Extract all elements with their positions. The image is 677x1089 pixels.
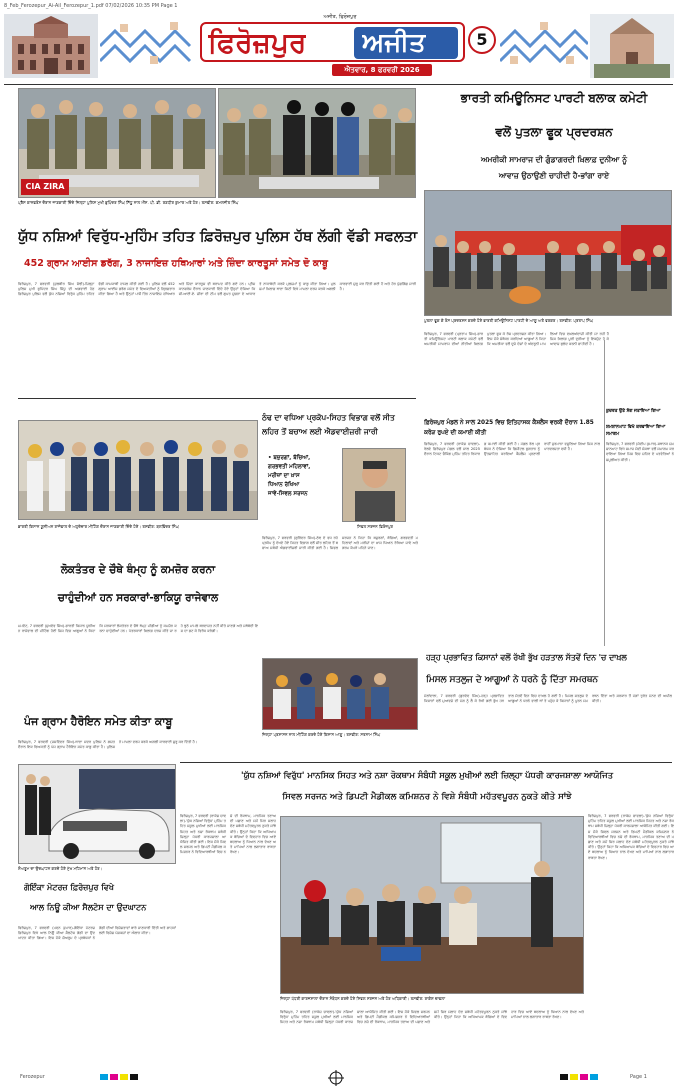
farmers-body: ਮੱਲਾਂਵਾਲਾ, 7 ਫਰਵਰੀ (ਗੁਰਦੇਵ ਸਿੰਘ)-ਹੜ੍ਹ ਪ੍ਰਭਾਵਿਤ ਕਿਸਾਨਾਂ ਵਲੋਂ ਮੁਆਵਜ਼ੇ ਦੀ ਮੰਗ ਨੂੰ ਲੈ ਕੇ ਰੱਖੀ ਗਈ ਭੁੱਖ ਹੜਤਾਲ ਸੱਤਵੇਂ ਦਿਨ ਵਿਚ ਦਾਖ਼ਲ ਹੋ ਗਈ ਹੈ। ਮਿਸਲ ਸਤਲੁਜ ਦੇ ਆਗੂਆਂ ਨੇ ਧਰਨੇ ਵਾਲੀ ਥਾਂ ਤੇ ਪਹੁੰਚ ਕੇ ਕਿਸਾਨਾਂ ਨੂੰ ਪੂਰਨ ਸਮਰਥਨ ਦਿੱਤਾ ਅਤੇ ਸਰਕਾਰ ਤੋਂ ਮੰਗਾਂ ਤੁਰੰਤ ਮੰਨਣ ਦੀ ਅਪੀਲ ਕੀਤੀ। bbox=[424, 694, 672, 704]
masthead-left-building-image bbox=[4, 14, 98, 78]
registration-mark-icon bbox=[328, 1070, 344, 1086]
workshop-body-left: ਫਿਰੋਜ਼ਪੁਰ, 7 ਫਰਵਰੀ (ਰਾਕੇਸ਼ ਚਾਵਲਾ)-'ਯੁੱਧ ਨਸ਼ਿਆਂ ਵਿਰੁੱਧ' ਮੁਹਿੰਮ ਤਹਿਤ ਸਕੂਲ ਮੁਖੀਆਂ ਲਈ ਮਾਨਸਿਕ ਸਿਹਤ ਅਤੇ ਨਸ਼ਾ ਰੋਕਥਾਮ ਸਬੰਧੀ ਜ਼ਿਲ੍ਹਾ ਪੱਧਰੀ ਕਾਰਜਸ਼ਾਲਾ ਆਯੋਜਿਤ ਕੀਤੀ ਗਈ। ਇਸ ਮੌਕੇ ਸਿਵਲ ਸਰਜਨ ਅਤੇ ਡਿਪਟੀ ਮੈਡੀਕਲ ਕਮਿਸ਼ਨਰ ਨੇ ਵਿਦਿਆਰਥੀਆਂ ਵਿਚ ਨਸ਼ੇ ਦੀ ਰੋਕਥਾਮ, ਮਾਨਸਿਕ ਤਣਾਅ ਦੀ ਪਛਾਣ ਅਤੇ ਸਮੇਂ ਸਿਰ ਸਲਾਹ ਦੇਣ ਸਬੰਧੀ ਮਹੱਤਵਪੂਰਨ ਨੁਕਤੇ ਸਾਂਝੇ ਕੀਤੇ। ਉਨ੍ਹਾਂ ਕਿਹਾ ਕਿ ਅਧਿਆਪਕ ਬੱਚਿਆਂ ਦੇ ਵਿਵਹਾਰ ਵਿਚ ਆਏ ਬਦਲਾਅ ਨੂੰ ਧਿਆਨ ਨਾਲ ਦੇਖਣ ਅਤੇ ਮਾਪਿਆਂ ਨਾਲ ਲਗਾਤਾਰ ਰਾਬਤਾ ਰੱਖਣ। bbox=[180, 814, 276, 855]
masthead bbox=[0, 12, 677, 82]
print-meta-line: 8_Feb_Ferozepur_Ai-Ail_Ferozepur_1.pdf 07/02/2026 10:35 PM Page 1 bbox=[4, 3, 178, 9]
farmers-headline-1: ਹੜ੍ਹ ਪ੍ਰਭਾਵਿਤ ਕਿਸਾਨਾਂ ਵਲੋਂ ਰੱਖੀ ਭੁੱਖ ਹੜਤਾਲ ਸੱਤਵੇਂ ਦਿਨ 'ਚ ਦਾਖ਼ਲ bbox=[426, 653, 627, 662]
farmers-headline-2: ਮਿਸਲ ਸਤਲੁਜ ਦੇ ਆਗੂਆਂ ਨੇ ਧਰਨੇ ਨੂੰ ਦਿੱਤਾ ਸਮਰਥਨ bbox=[426, 675, 598, 685]
showroom-headline-1: ਗੋਇੰਕਾ ਮੋਟਰਜ਼ ਫ਼ਿਰੋਜ਼ਪੁਰ ਵਿਖੇ bbox=[24, 883, 114, 892]
masthead-right-monument-image bbox=[590, 14, 674, 78]
masthead-date: ਐਤਵਾਰ, 8 ਫਰਵਰੀ 2026 bbox=[344, 66, 420, 74]
footer-left-text: Ferozepur bbox=[20, 1074, 45, 1080]
police-headline: ਯੁੱਧ ਨਸ਼ਿਆਂ ਵਿਰੁੱਧ-ਮੁਹਿੰਮ ਤਹਿਤ ਫ਼ਿਰੋਜ਼ਪੁਰ ਪੁਲਿਸ ਹੱਥ ਲੱਗੀ ਵੱਡੀ ਸਫਲਤਾ bbox=[18, 229, 418, 245]
police-body: ਫਿਰੋਜ਼ਪੁਰ, 7 ਫਰਵਰੀ (ਕੁਲਬੀਰ ਸਿੰਘ ਸੋਢੀ)-ਜ਼ਿਲ੍ਹਾ ਪੁਲਿਸ ਮੁਖੀ ਭੁਪਿੰਦਰ ਸਿੰਘ ਸਿੱਧੂ ਦੀ ਅਗਵਾਈ ਹੇਠ ਫ਼ਿਰੋਜ਼ਪੁਰ ਪੁਲਿਸ ਵਲੋਂ ਯੁੱਧ ਨਸ਼ਿਆਂ ਵਿਰੁੱਧ ਮੁਹਿੰਮ ਤਹਿਤ ਵੱਡੀ ਕਾਮਯਾਬੀ ਹਾਸਲ ਕੀਤੀ ਗਈ ਹੈ। ਪੁਲਿਸ ਵਲੋਂ 452 ਗ੍ਰਾਮ ਆਈਸ ਡਰੱਗ ਸਮੇਤ ਦੋ ਵਿਅਕਤੀਆਂ ਨੂੰ ਗ੍ਰਿਫ਼ਤਾਰ ਕੀਤਾ ਗਿਆ ਹੈ ਅਤੇ ਉਨ੍ਹਾਂ ਪਾਸੋਂ ਤਿੰਨ ਨਾਜਾਇਜ਼ ਹਥਿਆਰ ਅਤੇ ਜ਼ਿੰਦਾ ਕਾਰਤੂਸ ਵੀ ਬਰਾਮਦ ਕੀਤੇ ਗਏ ਹਨ। ਪ੍ਰੈਸ ਕਾਨਫਰੰਸ ਦੌਰਾਨ ਜਾਣਕਾਰੀ ਦਿੰਦੇ ਹੋਏ ਉਨ੍ਹਾਂ ਦੱਸਿਆ ਕਿ ਸੀ.ਆਈ.ਏ. ਜ਼ੀਰਾ ਦੀ ਟੀਮ ਵਲੋਂ ਗੁਪਤ ਸੂਚਨਾ ਦੇ ਆਧਾਰ ਤੇ ਨਾਕਾਬੰਦੀ ਕਰਕੇ ਮੁਲਜ਼ਮਾਂ ਨੂੰ ਕਾਬੂ ਕੀਤਾ ਗਿਆ। ਮੁਲਜ਼ਮਾਂ ਖ਼ਿਲਾਫ਼ ਥਾਣਾ ਸਿਟੀ ਵਿਖੇ ਮਾਮਲਾ ਦਰਜ ਕਰਕੇ ਅਗਲੀ ਕਾਰਵਾਈ ਸ਼ੁਰੂ ਕਰ ਦਿੱਤੀ ਗਈ ਹੈ ਅਤੇ ਹੋਰ ਪੁੱਛਗਿੱਛ ਜਾਰੀ ਹੈ। bbox=[18, 282, 416, 297]
showroom-headline-2: ਆਲ ਨਿਊ ਕੀਆ ਸੈਲਟੋਸ ਦਾ ਉਦਘਾਟਨ bbox=[30, 903, 147, 912]
bku-body: ਮਮਦੋਟ, 7 ਫਰਵਰੀ (ਸੁਖਦੇਵ ਸਿੰਘ)-ਭਾਰਤੀ ਕਿਸਾਨ ਯੂਨੀਅਨ ਰਾਜੇਵਾਲ ਦੀ ਮੀਟਿੰਗ ਹੋਈ ਜਿਸ ਵਿਚ ਆਗੂਆਂ ਨੇ ਕਿਹਾ ਕਿ ਸਰਕਾਰਾਂ ਲੋਕਤੰਤਰ ਦੇ ਚੌਥੇ ਥੰਮ੍ਹ ਮੀਡੀਆ ਨੂੰ ਕਮਜ਼ੋਰ ਕਰਨਾ ਚਾਹੁੰਦੀਆਂ ਹਨ। ਪੱਤਰਕਾਰਾਂ ਖ਼ਿਲਾਫ਼ ਦਰਜ ਕੀਤੇ ਜਾ ਰਹੇ ਝੂਠੇ ਮਾਮਲੇ ਬਰਦਾਸ਼ਤ ਨਹੀਂ ਕੀਤੇ ਜਾਣਗੇ ਅਤੇ ਜਥੇਬੰਦੀ ਇਸ ਦਾ ਡਟ ਕੇ ਵਿਰੋਧ ਕਰੇਗੀ। bbox=[18, 624, 258, 634]
workshop-top-rule bbox=[180, 762, 672, 763]
showroom-photo bbox=[18, 764, 176, 864]
bku-headline-1: ਲੋਕਤੰਤਰ ਦੇ ਚੌਥੇ ਥੰਮ੍ਹ ਨੂੰ ਕਮਜ਼ੋਰ ਕਰਨਾ bbox=[60, 564, 216, 576]
police-subheadline: 452 ਗ੍ਰਾਮ ਆਈਸ ਡਰੱਗ, 3 ਨਾਜਾਇਜ਼ ਹਥਿਆਰਾਂ ਅਤੇ ਜ਼ਿੰਦਾ ਕਾਰਤੂਸਾਂ ਸਮੇਤ ਦੋ ਕਾਬੂ bbox=[24, 258, 328, 269]
cia-label: CIA ZIRA bbox=[25, 182, 65, 191]
protest-headline-1: ਭਾਰਤੀ ਕਮਿਊਨਿਸਟ ਪਾਰਟੀ ਬਲਾਕ ਕਮੇਟੀ bbox=[460, 91, 648, 105]
protest-photo bbox=[424, 190, 672, 316]
bku-headline-2: ਚਾਹੁੰਦੀਆਂ ਹਨ ਸਰਕਾਰਾਂ-ਭਾਕਿਯੂ ਰਾਜੇਵਾਲ bbox=[57, 592, 219, 604]
workshop-headline-2: ਸਿਵਲ ਸਰਜਨ ਅਤੇ ਡਿਪਟੀ ਮੈਡੀਕਲ ਕਮਿਸ਼ਨਰ ਨੇ ਵਿਸ਼ੇ ਸੰਬੰਧੀ ਮਹੱਤਵਪੂਰਨ ਨੁਕਤੇ ਕੀਤੇ ਸਾਂਝੇ bbox=[282, 792, 572, 802]
heroin-headline: ਪੰਜ ਗ੍ਰਾਮ ਹੈਰੋਇਨ ਸਮੇਤ ਕੀਤਾ ਕਾਬੂ bbox=[24, 715, 173, 728]
bku-photo bbox=[18, 420, 258, 520]
masthead-title-left: ਫਿਰੋਜ਼ਪੁਰ bbox=[208, 26, 307, 59]
masthead-title-right: ਅਜੀਤ bbox=[362, 28, 426, 58]
farmers-photo-caption: ਜ਼ਿਲ੍ਹਾ ਪ੍ਰਸ਼ਾਸਨ ਨਾਲ ਮੀਟਿੰਗ ਕਰਦੇ ਹੋਏ ਕਿਸਾਨ ਆਗੂ। ਤਸਵੀਰ: ਸਤਨਾਮ ਸਿੰਘ bbox=[262, 732, 381, 737]
side-box-headline-1: ਕੁਦਰਤ ਉਤੇ ਸੋਗ ਜਤਾਇਆ ਗਿਆ bbox=[606, 409, 661, 414]
civil-surgeon-portrait bbox=[342, 448, 406, 522]
masthead-right-pattern bbox=[500, 16, 588, 76]
page-number: 5 bbox=[476, 30, 488, 49]
cold-bullet-1: • ਬਜ਼ੁਰਗਾਂ, ਬੱਚਿਆਂ, bbox=[268, 455, 311, 461]
bku-photo-caption: ਭਾਰਤੀ ਕਿਸਾਨ ਯੂਨੀਅਨ ਰਾਜੇਵਾਲ ਦੇ ਅਹੁਦੇਦਾਰ ਮੀਟਿੰਗ ਦੌਰਾਨ ਜਾਣਕਾਰੀ ਦਿੰਦੇ ਹੋਏ। ਤਸਵੀਰ: ਬਲਵਿੰਦਰ ਸਿੰਘ bbox=[18, 524, 179, 529]
cold-bullet-4: ਧਿਆਨ ਰੱਖਿਆ bbox=[268, 482, 300, 488]
workshop-photo bbox=[280, 816, 584, 994]
protest-caption: ਪੁਤਲਾ ਫੂਕ ਕੇ ਰੋਸ ਪ੍ਰਦਰਸ਼ਨ ਕਰਦੇ ਹੋਏ ਭਾਰਤੀ ਕਮਿਊਨਿਸਟ ਪਾਰਟੀ ਦੇ ਆਗੂ ਅਤੇ ਵਰਕਰ। ਤਸਵੀਰ: ਪ੍ਰਤਾਪ ਸਿੰਘ bbox=[424, 318, 593, 323]
cold-body: ਫਿਰੋਜ਼ਪੁਰ, 7 ਫਰਵਰੀ (ਗੁਰਿੰਦਰ ਸਿੰਘ)-ਠੰਢ ਦੇ ਵਧ ਰਹੇ ਪ੍ਰਕੋਪ ਨੂੰ ਦੇਖਦੇ ਹੋਏ ਸਿਹਤ ਵਿਭਾਗ ਵਲੋਂ ਸੀਤ ਲਹਿਰ ਤੋਂ ਬਚਾਅ ਸਬੰਧੀ ਐਡਵਾਈਜ਼ਰੀ ਜਾਰੀ ਕੀਤੀ ਗਈ ਹੈ। ਸਿਵਲ ਸਰਜਨ ਨੇ ਕਿਹਾ ਕਿ ਬਜ਼ੁਰਗਾਂ, ਬੱਚਿਆਂ, ਗਰਭਵਤੀ ਮਹਿਲਾਵਾਂ ਅਤੇ ਮਰੀਜ਼ਾਂ ਦਾ ਖ਼ਾਸ ਧਿਆਨ ਰੱਖਿਆ ਜਾਵੇ ਅਤੇ ਗਰਮ ਕੱਪੜੇ ਪਹਿਨੇ ਜਾਣ। bbox=[262, 536, 418, 551]
masthead-brand-top: ਅਜੀਤ, ਫਿਰੋਜ਼ਪੁਰ bbox=[323, 14, 357, 20]
police-photo-left bbox=[18, 88, 216, 198]
protest-body: ਫਿਰੋਜ਼ਪੁਰ, 7 ਫਰਵਰੀ (ਪ੍ਰਤਾਪ ਸਿੰਘ)-ਭਾਰਤੀ ਕਮਿਊਨਿਸਟ ਪਾਰਟੀ ਬਲਾਕ ਕਮੇਟੀ ਵਲੋਂ ਅਮਰੀਕੀ ਸਾਮਰਾਜ ਦੀਆਂ ਨੀਤੀਆਂ ਖ਼ਿਲਾਫ਼ ਪੁਤਲਾ ਫੂਕ ਕੇ ਰੋਸ ਪ੍ਰਦਰਸ਼ਨ ਕੀਤਾ ਗਿਆ। ਇਸ ਮੌਕੇ ਸੰਬੋਧਨ ਕਰਦਿਆਂ ਆਗੂਆਂ ਨੇ ਕਿਹਾ ਕਿ ਅਮਰੀਕਾ ਵਲੋਂ ਦੂਜੇ ਦੇਸ਼ਾਂ ਦੇ ਅੰਦਰੂਨੀ ਮਾਮਲਿਆਂ ਵਿਚ ਦਖ਼ਲਅੰਦਾਜ਼ੀ ਕੀਤੀ ਜਾ ਰਹੀ ਹੈ ਜਿਸ ਖ਼ਿਲਾਫ਼ ਪੂਰੀ ਦੁਨੀਆ ਨੂੰ ਇਕਜੁੱਟ ਹੋ ਕੇ ਆਵਾਜ਼ ਬੁਲੰਦ ਕਰਨੀ ਚਾਹੀਦੀ ਹੈ। bbox=[424, 332, 609, 347]
cold-headline-1: ਠੰਢ ਦਾ ਵਧਿਆ ਪ੍ਰਕੋਪ-ਸਿਹਤ ਵਿਭਾਗ ਵਲੋਂ ਸੀਤ bbox=[262, 413, 395, 422]
footer-right-text: Page 1 bbox=[630, 1074, 647, 1080]
protest-subheadline-2: ਆਵਾਜ਼ ਉਠਾਉਣੀ ਚਾਹੀਦੀ ਹੈ-ਭਾਂਗਾ ਰਾਏ bbox=[498, 171, 610, 180]
police-photo-right bbox=[218, 88, 416, 198]
railway-headline: ਫ਼ਿਰੋਜ਼ਪੁਰ ਮੰਡਲ ਨੇ ਸਾਲ 2025 ਵਿਚ ਇਤਿਹਾਸਕ ਕੈਸ਼ਲੈਸ ਵਰਕੀ ਦੌਰਾਨ 1.85 ਕਰੋੜ ਰੁਪਏ ਦੀ ਕਮਾਈ ਕੀਤੀ bbox=[424, 420, 594, 436]
workshop-headline-1: 'ਯੁੱਧ ਨਸ਼ਿਆਂ ਵਿਰੁੱਧ' ਮਾਨਸਿਕ ਸਿਹਤ ਅਤੇ ਨਸ਼ਾ ਰੋਕਥਾਮ ਸੰਬੰਧੀ ਸਕੂਲ ਮੁਖੀਆਂ ਲਈ ਜ਼ਿਲ੍ਹਾ ਪੱਧਰੀ ਕਾਰਜਸ਼ਾਲਾ ਆਯੋਜਿਤ bbox=[241, 770, 613, 780]
showroom-caption: ਸ਼ੋਅਰੂਮ ਦਾ ਉਦਘਾਟਨ ਕਰਦੇ ਹੋਏ ਮੁੱਖ ਮਹਿਮਾਨ ਅਤੇ ਹੋਰ। bbox=[18, 866, 103, 871]
cold-headline-2: ਲਹਿਰ ਤੋਂ ਬਚਾਅ ਲਈ ਐਡਵਾਈਜ਼ਰੀ ਜਾਰੀ bbox=[262, 427, 378, 436]
farmers-photo bbox=[262, 658, 418, 730]
police-bottom-rule bbox=[18, 398, 416, 399]
showroom-body: ਫਿਰੋਜ਼ਪੁਰ, 7 ਫਰਵਰੀ (ਪਵਨ ਕੁਮਾਰ)-ਗੋਇੰਕਾ ਮੋਟਰਜ਼ ਫ਼ਿਰੋਜ਼ਪੁਰ ਵਿਖੇ ਆਲ ਨਿਊ ਕੀਆ ਸੈਲਟੋਸ ਗੱਡੀ ਦਾ ਉਦਘਾਟਨ ਕੀਤਾ ਗਿਆ। ਇਸ ਮੌਕੇ ਸ਼ੋਅਰੂਮ ਦੇ ਪ੍ਰਬੰਧਕਾਂ ਨੇ ਗੱਡੀ ਦੀਆਂ ਵਿਸ਼ੇਸ਼ਤਾਵਾਂ ਬਾਰੇ ਜਾਣਕਾਰੀ ਦਿੱਤੀ ਅਤੇ ਗਾਹਕਾਂ ਲਈ ਵਿਸ਼ੇਸ਼ ਪੇਸ਼ਕਸ਼ਾਂ ਦਾ ਐਲਾਨ ਕੀਤਾ। bbox=[18, 926, 176, 941]
heroin-body: ਫਿਰੋਜ਼ਪੁਰ, 7 ਫਰਵਰੀ (ਜਸਵਿੰਦਰ ਸਿੰਘ)-ਥਾਣਾ ਸਦਰ ਪੁਲਿਸ ਨੇ ਗਸ਼ਤ ਦੌਰਾਨ ਇਕ ਵਿਅਕਤੀ ਨੂੰ ਪੰਜ ਗ੍ਰਾਮ ਹੈਰੋਇਨ ਸਮੇਤ ਕਾਬੂ ਕੀਤਾ ਹੈ। ਪੁਲਿਸ ਨੇ ਮਾਮਲਾ ਦਰਜ ਕਰਕੇ ਅਗਲੀ ਕਾਰਵਾਈ ਸ਼ੁਰੂ ਕਰ ਦਿੱਤੀ ਹੈ। bbox=[18, 740, 198, 750]
workshop-caption: ਜ਼ਿਲ੍ਹਾ ਪੱਧਰੀ ਕਾਰਜਸ਼ਾਲਾ ਦੌਰਾਨ ਸੰਬੋਧਨ ਕਰਦੇ ਹੋਏ ਸਿਵਲ ਸਰਜਨ ਅਤੇ ਹੋਰ ਅਧਿਕਾਰੀ। ਤਸਵੀਰ: ਰਾਕੇਸ਼ ਚਾਵਲਾ bbox=[280, 996, 446, 1001]
cold-bullet-2: ਗਰਭਵਤੀ ਮਹਿਲਾਵਾਂ, bbox=[268, 464, 311, 470]
protest-subheadline-1: ਅਮਰੀਕੀ ਸਾਮਰਾਜ ਦੀ ਗੁੰਡਾਗਰਦੀ ਖ਼ਿਲਾਫ਼ ਦੁਨੀਆ ਨੂੰ bbox=[481, 155, 627, 164]
masthead-left-pattern bbox=[100, 16, 195, 76]
footer-registration-left bbox=[100, 1072, 160, 1082]
masthead-title-box bbox=[200, 22, 465, 62]
cold-bullets bbox=[268, 454, 340, 499]
workshop-body-bottom: ਫਿਰੋਜ਼ਪੁਰ, 7 ਫਰਵਰੀ (ਰਾਕੇਸ਼ ਚਾਵਲਾ)-'ਯੁੱਧ ਨਸ਼ਿਆਂ ਵਿਰੁੱਧ' ਮੁਹਿੰਮ ਤਹਿਤ ਸਕੂਲ ਮੁਖੀਆਂ ਲਈ ਮਾਨਸਿਕ ਸਿਹਤ ਅਤੇ ਨਸ਼ਾ ਰੋਕਥਾਮ ਸਬੰਧੀ ਜ਼ਿਲ੍ਹਾ ਪੱਧਰੀ ਕਾਰਜਸ਼ਾਲਾ ਆਯੋਜਿਤ ਕੀਤੀ ਗਈ। ਇਸ ਮੌਕੇ ਸਿਵਲ ਸਰਜਨ ਅਤੇ ਡਿਪਟੀ ਮੈਡੀਕਲ ਕਮਿਸ਼ਨਰ ਨੇ ਵਿਦਿਆਰਥੀਆਂ ਵਿਚ ਨਸ਼ੇ ਦੀ ਰੋਕਥਾਮ, ਮਾਨਸਿਕ ਤਣਾਅ ਦੀ ਪਛਾਣ ਅਤੇ ਸਮੇਂ ਸਿਰ ਸਲਾਹ ਦੇਣ ਸਬੰਧੀ ਮਹੱਤਵਪੂਰਨ ਨੁਕਤੇ ਸਾਂਝੇ ਕੀਤੇ। ਉਨ੍ਹਾਂ ਕਿਹਾ ਕਿ ਅਧਿਆਪਕ ਬੱਚਿਆਂ ਦੇ ਵਿਵਹਾਰ ਵਿਚ ਆਏ ਬਦਲਾਅ ਨੂੰ ਧਿਆਨ ਨਾਲ ਦੇਖਣ ਅਤੇ ਮਾਪਿਆਂ ਨਾਲ ਲਗਾਤਾਰ ਰਾਬਤਾ ਰੱਖਣ। bbox=[280, 1010, 584, 1025]
cold-bullet-5: ਜਾਵੇ-ਸਿਵਲ ਸਰਜਨ bbox=[268, 491, 308, 497]
police-photo-caption: ਪ੍ਰੈਸ ਕਾਨਫਰੰਸ ਦੌਰਾਨ ਜਾਣਕਾਰੀ ਦਿੰਦੇ ਜ਼ਿਲ੍ਹਾ ਪੁਲਿਸ ਮੁਖੀ ਭੁਪਿੰਦਰ ਸਿੰਘ ਸਿੱਧੂ ਨਾਲ ਐੱਸ. ਪੀ. ਡੀ. ਰਣਧੀਰ ਕੁਮਾਰ ਅਤੇ ਹੋਰ। ਤਸਵੀਰ: ਕਮਲਜੀਤ ਸਿੰਘ bbox=[18, 200, 239, 205]
masthead-rule bbox=[4, 84, 673, 85]
railway-body: ਫ਼ਿਰੋਜ਼ਪੁਰ, 7 ਫਰਵਰੀ (ਰਾਕੇਸ਼ ਚਾਵਲਾ)-ਰੇਲਵੇ ਫ਼ਿਰੋਜ਼ਪੁਰ ਮੰਡਲ ਵਲੋਂ ਸਾਲ 2025 ਦੌਰਾਨ ਟਿਕਟ ਚੈਕਿੰਗ ਮੁਹਿੰਮ ਤਹਿਤ ਰਿਕਾਰਡ ਕਮਾਈ ਕੀਤੀ ਗਈ ਹੈ। ਮੰਡਲ ਰੇਲ ਪ੍ਰਬੰਧਕ ਨੇ ਦੱਸਿਆ ਕਿ ਡਿਜੀਟਲ ਭੁਗਤਾਨ ਨੂੰ ਉਤਸ਼ਾਹਿਤ ਕਰਦਿਆਂ ਕੈਸ਼ਲੈਸ ਪ੍ਰਣਾਲੀ ਰਾਹੀਂ ਜੁਰਮਾਨਾ ਵਸੂਲਿਆ ਗਿਆ ਜਿਸ ਨਾਲ ਪਾਰਦਰਸ਼ਤਾ ਵਧੀ ਹੈ। bbox=[424, 442, 600, 457]
protest-headline-2: ਵਲੋਂ ਪੁਤਲਾ ਫੂਕ ਪ੍ਰਦਰਸ਼ਨ bbox=[495, 125, 613, 139]
civil-surgeon-caption: ਸਿਵਲ ਸਰਜਨ ਫ਼ਿਰੋਜ਼ਪੁਰ bbox=[356, 524, 394, 529]
cold-bullet-3: ਮਰੀਜ਼ਾਂ ਦਾ ਖ਼ਾਸ bbox=[268, 473, 300, 479]
side-box-body: ਫਿਰੋਜ਼ਪੁਰ, 7 ਫਰਵਰੀ (ਸੰਦੀਪ ਕੁਮਾਰ)-ਸਥਾਨਕ ਸ਼ਮਸ਼ਾਨਘਾਟ ਵਿਖੇ ਸਮਾਜ ਸੇਵੀ ਸੰਸਥਾ ਵਲੋਂ ਸਮਾਗਮ ਕਰਵਾਇਆ ਗਿਆ ਜਿਸ ਵਿਚ ਸ਼ਹਿਰ ਦੇ ਪਤਵੰਤਿਆਂ ਨੇ ਸ਼ਮੂਲੀਅਤ ਕੀਤੀ। bbox=[606, 442, 674, 462]
side-box-headline-2: ਸ਼ਮਸ਼ਾਨਘਾਟ ਵਿਖੇ ਕਰਵਾਇਆ ਗਿਆ ਸਮਾਗਮ bbox=[606, 425, 666, 437]
footer-registration-right bbox=[560, 1072, 620, 1082]
workshop-body-right: ਫਿਰੋਜ਼ਪੁਰ, 7 ਫਰਵਰੀ (ਰਾਕੇਸ਼ ਚਾਵਲਾ)-'ਯੁੱਧ ਨਸ਼ਿਆਂ ਵਿਰੁੱਧ' ਮੁਹਿੰਮ ਤਹਿਤ ਸਕੂਲ ਮੁਖੀਆਂ ਲਈ ਮਾਨਸਿਕ ਸਿਹਤ ਅਤੇ ਨਸ਼ਾ ਰੋਕਥਾਮ ਸਬੰਧੀ ਜ਼ਿਲ੍ਹਾ ਪੱਧਰੀ ਕਾਰਜਸ਼ਾਲਾ ਆਯੋਜਿਤ ਕੀਤੀ ਗਈ। ਇਸ ਮੌਕੇ ਸਿਵਲ ਸਰਜਨ ਅਤੇ ਡਿਪਟੀ ਮੈਡੀਕਲ ਕਮਿਸ਼ਨਰ ਨੇ ਵਿਦਿਆਰਥੀਆਂ ਵਿਚ ਨਸ਼ੇ ਦੀ ਰੋਕਥਾਮ, ਮਾਨਸਿਕ ਤਣਾਅ ਦੀ ਪਛਾਣ ਅਤੇ ਸਮੇਂ ਸਿਰ ਸਲਾਹ ਦੇਣ ਸਬੰਧੀ ਮਹੱਤਵਪੂਰਨ ਨੁਕਤੇ ਸਾਂਝੇ ਕੀਤੇ। ਉਨ੍ਹਾਂ ਕਿਹਾ ਕਿ ਅਧਿਆਪਕ ਬੱਚਿਆਂ ਦੇ ਵਿਵਹਾਰ ਵਿਚ ਆਏ ਬਦਲਾਅ ਨੂੰ ਧਿਆਨ ਨਾਲ ਦੇਖਣ ਅਤੇ ਮਾਪਿਆਂ ਨਾਲ ਲਗਾਤਾਰ ਰਾਬਤਾ ਰੱਖਣ। bbox=[588, 814, 674, 860]
